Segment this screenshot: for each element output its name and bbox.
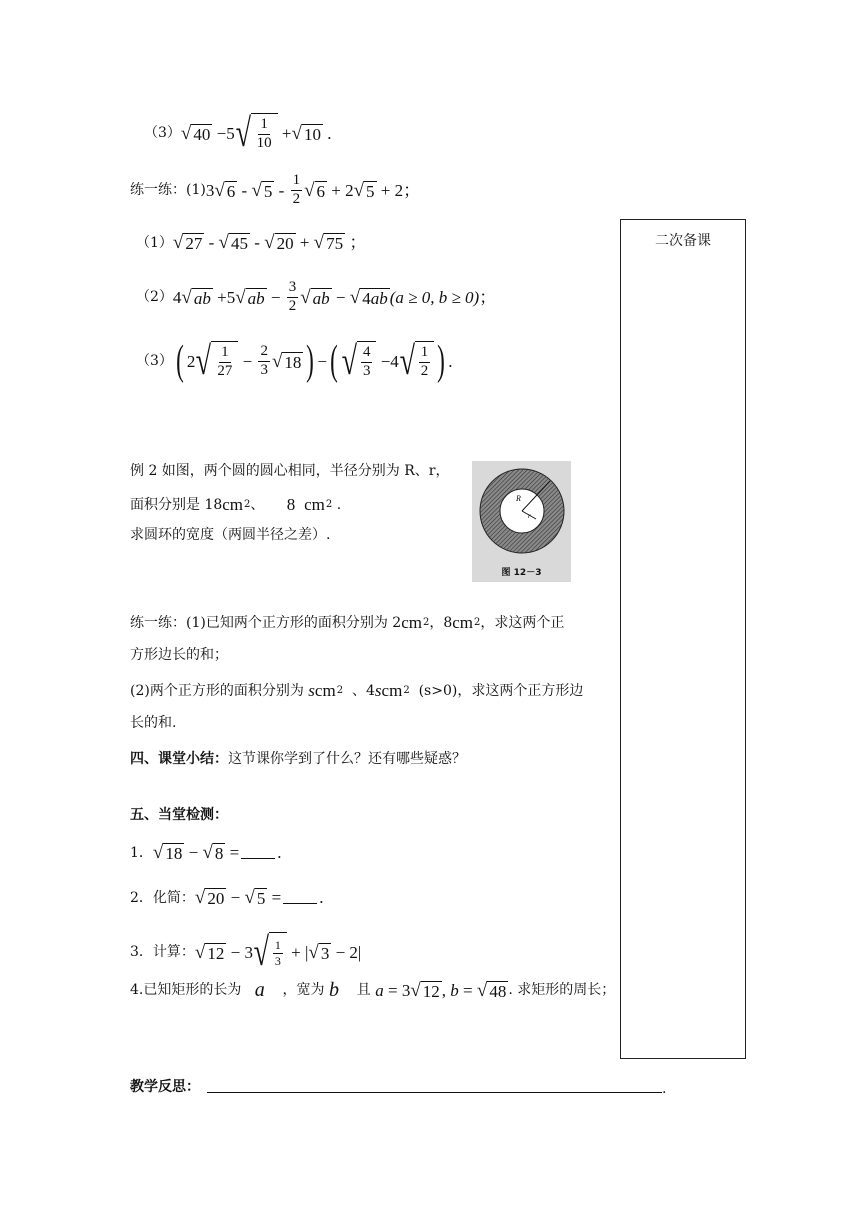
side-box-title: 二次备课 [655,233,711,249]
unit-cm: cm [222,495,244,514]
section-4: 四、课堂小结： 这节课你学到了什么？还有哪些疑惑？ [130,751,466,767]
reflection-label: 教学反思： [130,1079,200,1095]
label-R: R [516,494,521,503]
item-3 [144,110,332,155]
math-expression: √ 12 − 3 √ $\frac{1}{3}$ + | √ 3 − 2| [194,929,362,974]
math-expression: 3 √ 6 - √ 5 - $\frac{1}{2}$ √ 6 + 2 √ 5 + 2； [205,172,421,207]
math-expression: 4 √ ab +5 √ ab − $\frac{3}{2}$ √ ab − √ 4 ab (a ≥ 0, b ≥ 0) ； [172,279,497,314]
item-prefix: （3） [144,125,181,141]
practice-label: 练一练：(1) [130,182,206,199]
example2-line3: 求圆环的宽度（两圆半径之差）. [130,527,331,543]
practice2-line3: (2)两个正方形的面积分别为 s cm 2 、4 s cm 2 (s>0)，求这两个正方形边 [130,681,584,700]
unit-cm: cm [381,681,403,700]
secondary-prep-box [620,219,746,1059]
question-4: 4.已知矩形的长为 a ，宽为 b 且 a = 3 √ 12 , b = √ 48 . 求矩形的周长； [130,979,616,1001]
reflection-period: . [662,1081,667,1097]
item-prefix: （1） [136,234,173,251]
practice2-line2: 方形边长的和； [130,647,228,663]
math-expression: √ 18 − √ 8 = . [152,842,282,863]
question-2: 2．化简： √ 20 − √ 5 = . [130,887,324,908]
sub-3 [136,340,453,382]
question-3: 3．计算： √ 12 − 3 √ $\frac{1}{3}$ + | √ 3 − 2| [130,929,362,974]
item-prefix: （3） [136,353,173,369]
math-expression: √ 27 - √ 45 - √ 20 + √ 75 ； [172,232,367,253]
math-expression: ( 2 √ $\frac{1}{27}$ − $\frac{2}{3}$ √ 18 ) − ( √ $\frac{4}{3}$ −4 √ $\frac{1}{2}$ ) . [176,338,453,384]
unit-cm: cm [401,613,422,632]
answer-blank [241,846,275,859]
section-title: 四、课堂小结： [130,751,228,767]
math-expression: a = 3 √ 12 , b = √ 48 [375,979,507,1001]
reflection-underline [207,1092,662,1093]
practice2-line4: 长的和. [130,715,177,731]
condition: (a ≥ 0, b ≥ 0) [389,287,480,307]
label-r: r [528,512,531,520]
annulus-figure [472,461,571,582]
answer-blank [283,891,317,904]
sub-2 [136,280,496,315]
section-5-title: 五、当堂检测： [130,807,228,823]
unit-cm: cm [314,681,336,700]
unit-cm: cm [452,613,474,632]
math-expression: √ 20 − √ 5 = . [194,887,324,908]
math-expression: √ 40 −5 √ $\frac{1}{10}$ + √ 10 . [180,110,332,155]
unit-cm: cm [304,495,325,514]
practice2-line1: 练一练：(1)已知两个正方形的面积分别为 2 cm 2 ，8 cm 2 ，求这两个正 [130,613,565,632]
practice-1 [130,173,420,208]
sub-1 [136,233,366,252]
annulus-diagram [472,461,571,561]
example2-line2: 面积分别是 18 cm 2 、 8 cm 2 . [130,495,342,514]
figure-caption: 图 12－3 [501,568,542,578]
question-1: 1． √ 18 − √ 8 = . [130,842,282,863]
example2-line1: 例 2 如图，两个圆的圆心相同，半径分别为 R、r， [130,463,450,479]
item-prefix: （2） [136,289,173,306]
